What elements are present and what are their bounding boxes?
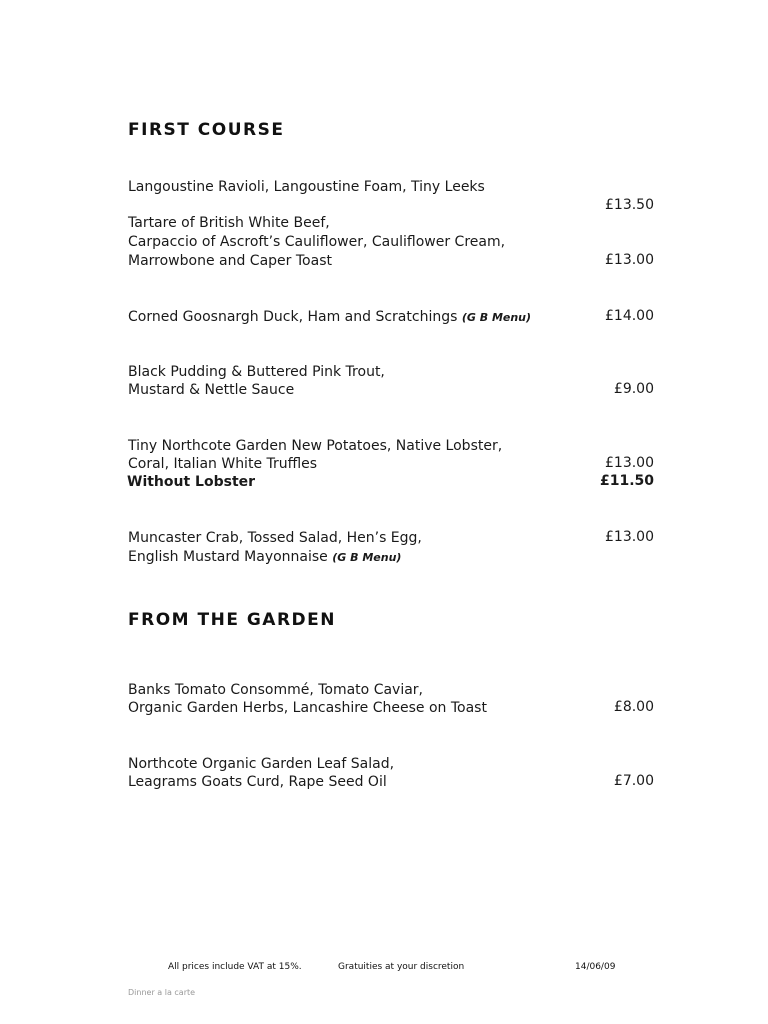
menu-item-potatoes-price: £13.00 [605,455,654,471]
section-heading-first-course: FIRST COURSE [128,120,285,140]
menu-item-potatoes-alt-price: £11.50 [599,473,654,489]
menu-item-consomme-line1: Banks Tomato Consommé, Tomato Caviar, [128,682,424,698]
menu-item-tartare-line1: Tartare of British White Beef, [128,215,330,231]
menu-item-tartare-line2: Carpaccio of Ascroft’s Cauliflower, Cauliflower Cream, [128,234,506,250]
menu-item-duck-line1 [128,308,531,327]
menu-item-salad-line1: Northcote Organic Garden Leaf Salad, [128,756,395,772]
menu-item-potatoes-line2: Coral, Italian White Truffles [128,456,318,472]
menu-item-pudding-line1: Black Pudding & Buttered Pink Trout, [128,364,385,380]
menu-item-consomme-price: £8.00 [613,699,654,715]
footer-date: 14/06/09 [575,962,616,972]
menu-item-pudding-line2: Mustard & Nettle Sauce [128,382,295,398]
menu-item-langoustine-line1: Langoustine Ravioli, Langoustine Foam, Tiny Leeks [128,179,485,195]
menu-item-salad-price: £7.00 [613,773,654,789]
menu-item-crab-line2 [128,548,401,567]
menu-item-crab-tag: (G B Menu) [332,551,402,564]
menu-item-crab-price: £13.00 [605,529,654,545]
menu-item-langoustine-price: £13.50 [605,197,654,213]
menu-item-crab-name: English Mustard Mayonnaise [128,549,328,565]
footer-gratuities-note: Gratuities at your discretion [338,962,465,972]
menu-item-potatoes-line1: Tiny Northcote Garden New Potatoes, Native Lobster, [128,438,503,454]
menu-item-tartare-price: £13.00 [605,252,654,268]
menu-item-duck-tag: (G B Menu) [461,311,532,324]
menu-item-crab-line1: Muncaster Crab, Tossed Salad, Hen’s Egg, [128,530,422,546]
menu-item-potatoes-alt-label: Without Lobster [127,474,256,490]
menu-item-salad-line2: Leagrams Goats Curd, Rape Seed Oil [128,774,387,790]
menu-item-tartare-line3: Marrowbone and Caper Toast [128,253,332,269]
menu-item-duck-name: Corned Goosnargh Duck, Ham and Scratchings [128,309,458,325]
document-label: Dinner a la carte [128,988,196,997]
menu-item-duck-price: £14.00 [605,308,654,324]
menu-item-consomme-line2: Organic Garden Herbs, Lancashire Cheese on Toast [128,700,487,716]
footer-vat-note: All prices include VAT at 15%. [168,962,302,972]
section-heading-from-the-garden: FROM THE GARDEN [128,610,336,630]
menu-item-pudding-price: £9.00 [613,381,654,397]
